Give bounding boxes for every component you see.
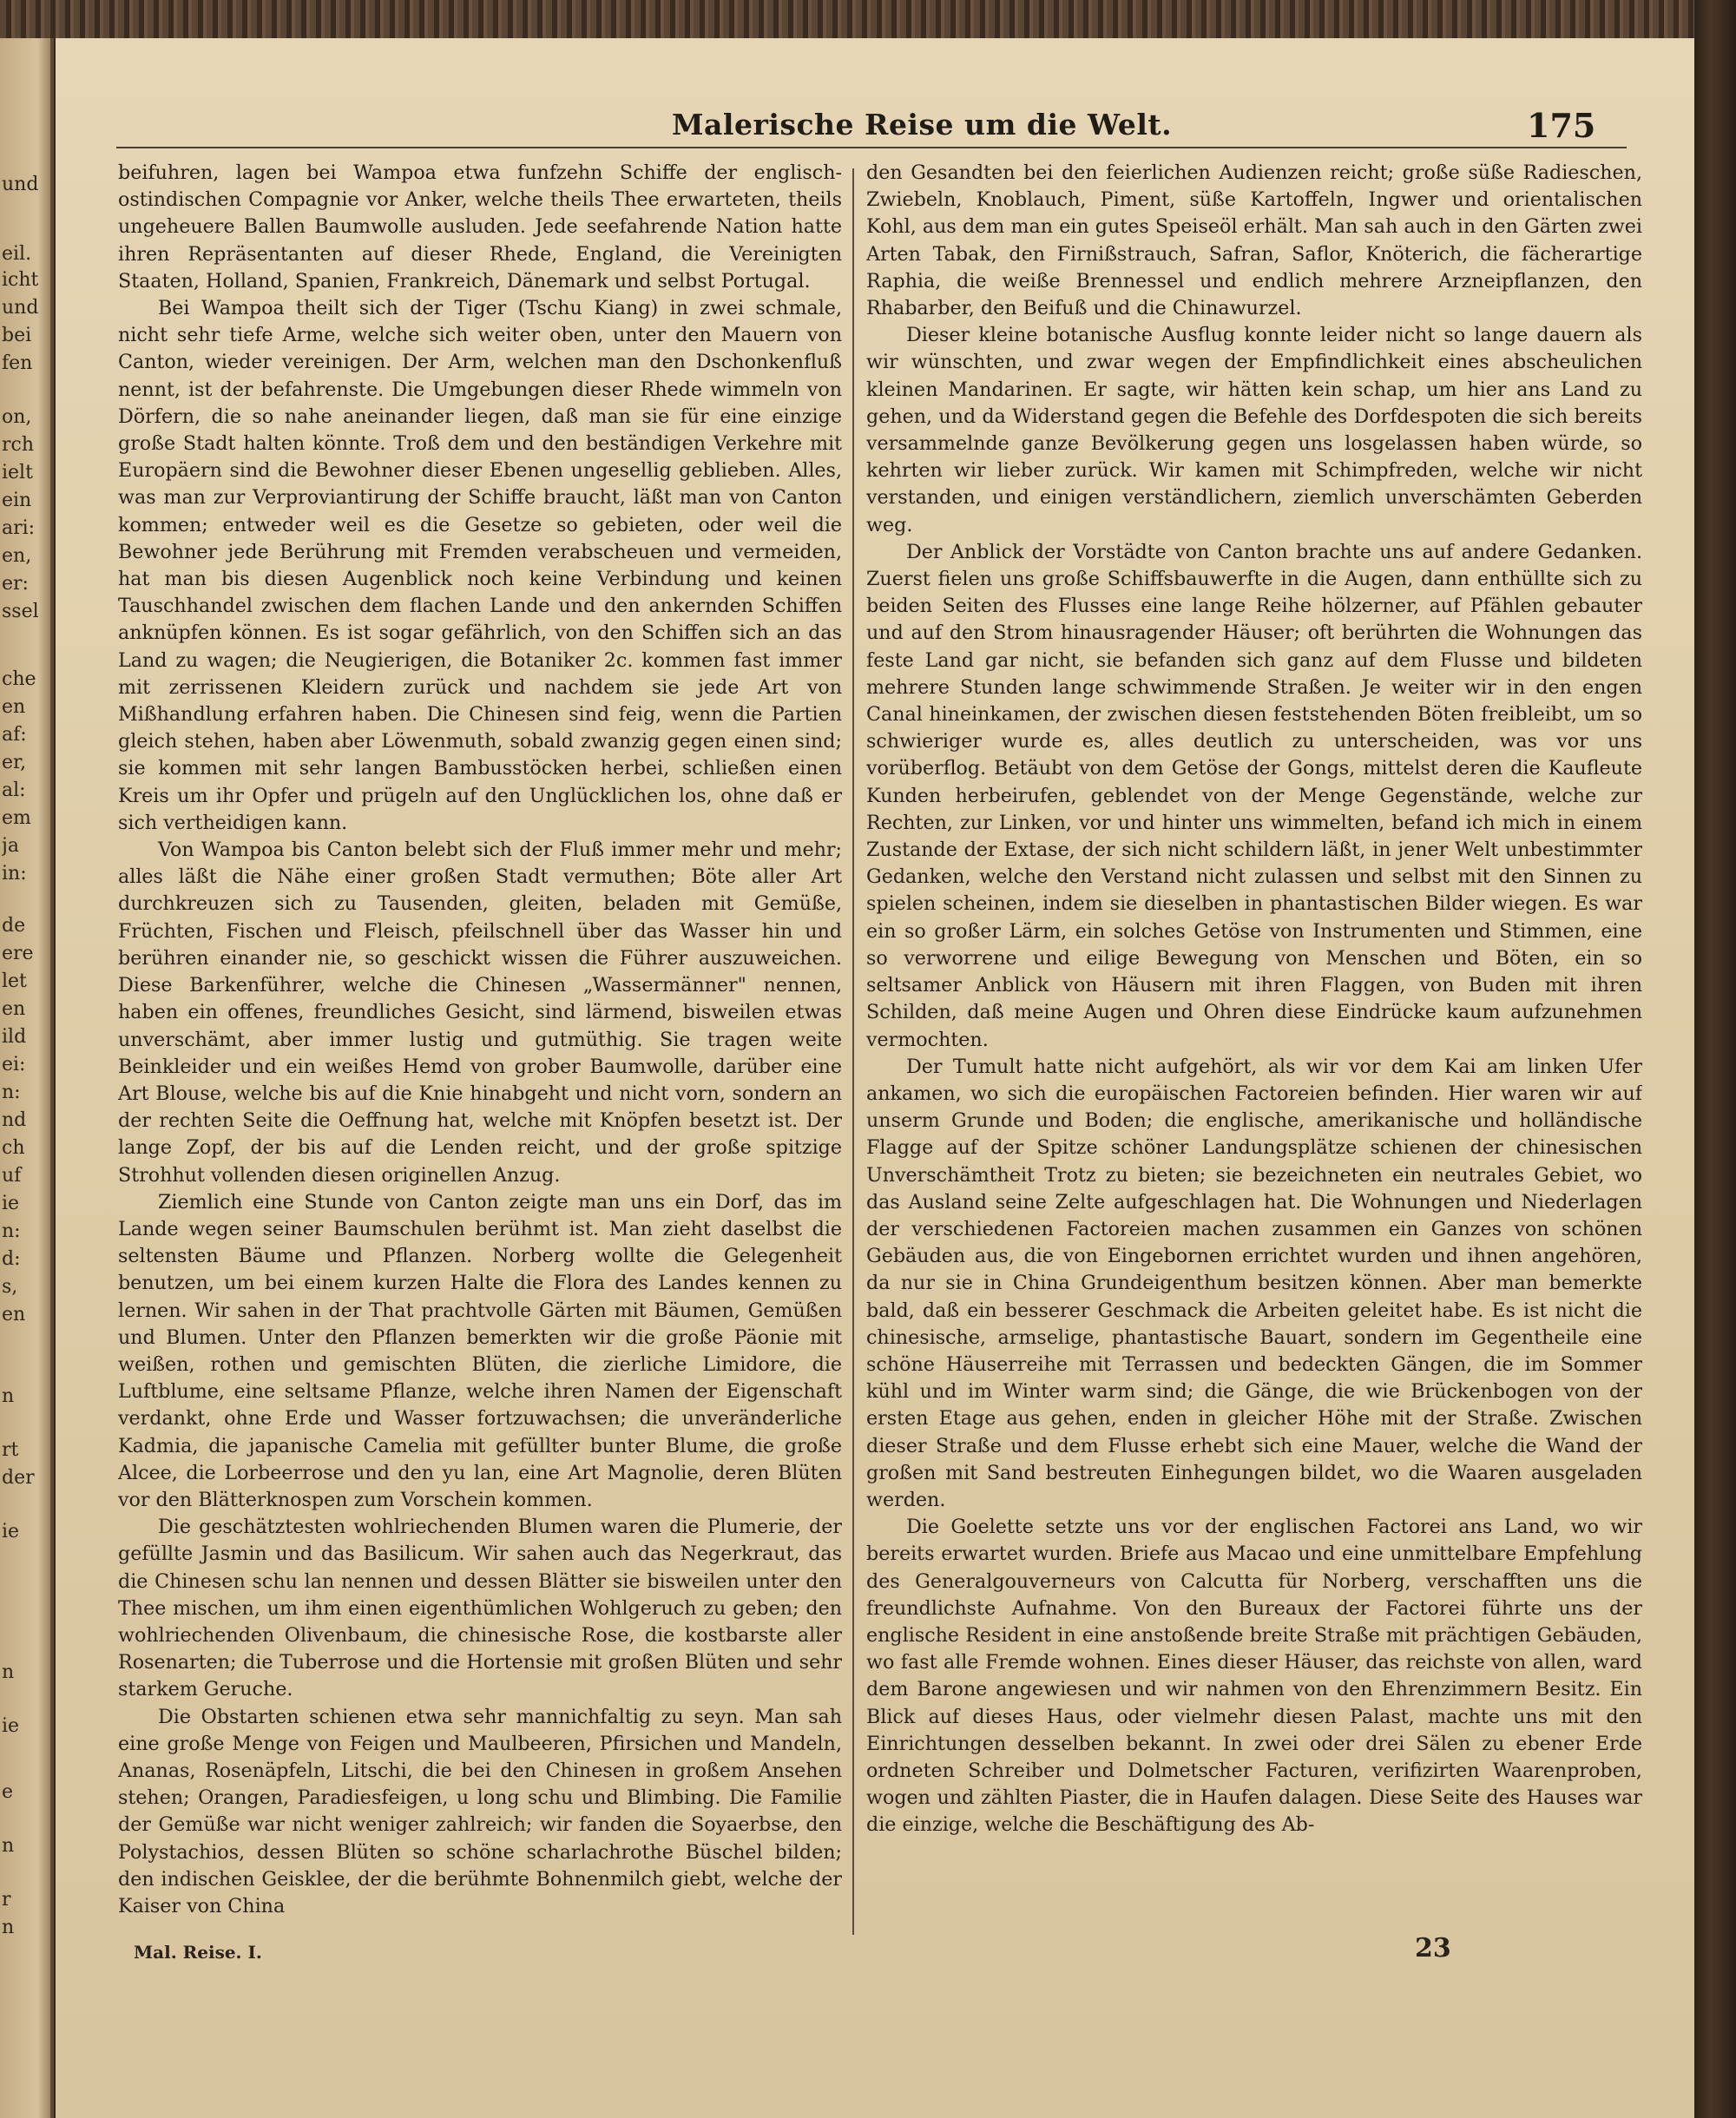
margin-fragment: ie [2,1193,20,1214]
margin-fragment: r [2,1889,11,1911]
margin-fragment: s, [2,1276,18,1298]
paragraph: Dieser kleine botanische Ausflug konnte leider nicht so lange dauern als wir wünschten, und zwar wegen der Empfindlichkeit eines abscheulichen kleinen Mandarinen. Er sagte, wir hätten kein schap, um hier ans Land zu gehen, und da Widerstand gegen die Befehle des Dorfdespoten die sich bereits versammelnde ganze Bevölkerung gegen uns losgelassen haben würde, so kehrten wir lieber zurück. Wir kamen mit Schimpfreden, welche wir nicht verstanden, und einigen verständlichern, ziemlich unverschämten Geberden weg. [866,324,1642,536]
margin-fragment: let [2,970,27,992]
margin-fragment: nd [2,1109,27,1131]
margin-fragment: n [2,1661,15,1683]
margin-fragment: al: [2,779,26,801]
margin-fragment: ere [2,943,34,964]
book-board-top [0,0,1736,38]
margin-fragment: ie [2,1715,20,1737]
paragraph: Der Anblick der Vorstädte von Canton brachte uns auf andere Gedanken. Zuerst fielen uns große Schiffsbauwerfte in die Augen, dann enthüllte sich zu beiden Seiten des Flusses eine lange Reihe hölzerner, auf Pfählen gebauter und auf den Strom hinausragender Häuser; oft berührten die Wohnungen das feste Land gar nicht, sie befanden sich ganz auf dem Flusse und bildeten mehrere Stunden lange schwimmende Straßen. Je weiter wir in den engen Canal hineinkamen, der zwischen diesen feststehenden Böten freibleibt, um so schwieriger wurde es, alles deutlich zu unterscheiden, was vor uns vorüberflog. Betäubt von dem Getöse der Gongs, mittelst deren die Kaufleute Kunden herbeirufen, geblendet von der Menge Gegenstände, welche zur Rechten, zur Linken, vor und hinter uns wimmelten, befand ich mich in einem Zustande der Extase, der sich nicht schildern läßt, in jener Welt unbestimmter Gedanken, welche den Verstand nicht zulassen und selbst mit den Sinnen zu spielen scheinen, indem sie dieselben in phantastischen Bilder wiegen. Es war ein so großer Lärm, ein solches Getöse von Instrumenten und Stimmen, eine so verworrene und eilige Bewegung von Menschen und Böten, ein so seltsamer Anblick von Häusern mit ihren Flaggen, von Buden mit ihren Schilden, daß meine Augen und Ohren diese Eindrücke kaum aufzunehmen vermochten. [866,540,1642,1051]
paragraph: Ziemlich eine Stunde von Canton zeigte man uns ein Dorf, das im Lande wegen seiner Baumschulen berühmt ist. Man zieht daselbst die seltensten Bäume und Pflanzen. Norberg wollte die Gelegenheit benutzen, um bei einem kurzen Halte die Flora des Landes kennen zu lernen. Wir sahen in der That prachtvolle Gärten mit Bäumen, Gemüßen und Blumen. Unter den Pflanzen bemerkten wir die große Päonie mit weißen, rothen und gemischten Blüten, die zierliche Limidore, die Luftblume, eine seltsame Pflanze, welche ihren Namen der Eigenschaft verdankt, ohne Erde und Wasser fortzuwachsen; die unveränderliche Kadmia, die japanische Camelia mit gefüllter bunter Blume, die große Alcee, die Lorbeerrose und den yu lan, eine Art Magnolie, deren Blüten vor den Blätterknospen zum Vorschein kommen. [118,1190,842,1511]
text-column-left [118,160,842,1935]
margin-fragment: rch [2,434,35,456]
margin-fragment: ari: [2,517,36,539]
margin-fragment: e [2,1781,14,1803]
paragraph: Die Goelette setzte uns vor der englischen Factorei ans Land, wo wir bereits erwartet wurden. Briefe aus Macao und eine unmittelbare Empfehlung des Generalgouverneurs von Calcutta für Norberg, verschafften uns die freundlichste Aufnahme. Von den Bureaux der Factorei führte uns der englische Resident in eine anstoßende breite Straße mit prächtigen Gebäuden, wo fast alle Fremde wohnen. Eines dieser Häuser, das reichste von allen, ward dem Barone angewiesen und wir nahmen von den Ehrenzimmern Besitz. Ein Blick auf dieses Haus, oder vielmehr diesen Palast, machte uns mit den Einrichtungen desselben bekannt. In zwei oder drei Sälen zu ebener Erde ordneten Schreiber und Dolmetscher Facturen, verifizirten Waarenproben, wogen und zählten Piaster, die in Haufen dalagen. Diese Seite des Hauses war die einzige, welche die Beschäftigung des Ab- [866,1516,1642,1837]
column-divider [852,168,854,1935]
margin-fragment: der [2,1467,35,1489]
paragraph: Der Tumult hatte nicht aufgehört, als wir vor dem Kai am linken Ufer ankamen, wo sich die europäischen Factoreien befinden. Hier waren wir auf unserm Grunde und Boden; die englische, amerikanische und holländische Flagge auf der Spitze schöner Landungsplätze schienen der chinesischen Unverschämtheit Trotz zu bieten; sie bezeichneten ein neutrales Gebiet, wo das Ausland seine Zelte aufgeschlagen hat. Die Wohnungen und Niederlagen der verschiedenen Factoreien machen zusammen ein Ganzes von schönen Gebäuden aus, die von Eingebornen errichtet wurden und ihnen angehören, da nur sie in China Grundeigenthum besitzen können. Aber man bemerkte bald, daß ein besserer Geschmack die Arbeiten geleitet habe. Es ist nicht die chinesische, armselige, phantastische Bauart, sondern im Gegentheile eine schöne Häuserreihe mit Terrassen und bedeckten Gängen, die im Sommer kühl und im Winter warm sind; die Gänge, die wie Brückenbogen von der ersten Etage aus gehen, enden in gleicher Höhe mit der Straße. Zwischen dieser Straße und dem Flusse erhebt sich eine Mauer, welche die Wand der großen mit Sand bestreuten Einhegungen bildet, wo die Waaren ausgeladen werden. [866,1055,1642,1511]
margin-fragment: n: [2,1220,21,1242]
margin-fragment: en [2,998,26,1020]
margin-fragment: de [2,915,26,937]
paragraph: den Gesandten bei den feierlichen Audienzen reicht; große süße Radieschen, Zwiebeln, Knoblauch, Piment, süße Kartoffeln, Ingwer und orientalischen Kohl, aus dem man ein gutes Speiseöl erhält. Man sah auch in den Gärten zwei Arten Tabak, den Firnißstrauch, Safran, Saflor, Knöterich, die fächerartige Raphia, die weiße Brennessel und endlich mehrere Arzneipflanzen, den Rhabarber, den Beifuß und die Chinawurzel. [866,161,1642,320]
paragraph: Die Obstarten schienen etwa sehr mannichfaltig zu seyn. Man sah eine große Menge von Feigen und Maulbeeren, Pfirsichen und Mandeln, Ananas, Rosenäpfeln, Litschi, die bei den Chinesen in großem Ansehen stehen; Orangen, Paradiesfeigen, u long schu und Blimbing. Die Familie der Gemüße war nicht weniger zahlreich; wir fanden die Soyaerbse, den Polystachios, dessen Blüten so schöne scharlachrothe Büschel bilden; den indischen Geisklee, der die berühmte Bohnenmilch giebt, welche der Kaiser von China [118,1705,842,1917]
margin-fragment: fen [2,352,33,374]
margin-fragment: n [2,1835,15,1857]
margin-fragment: af: [2,724,27,746]
margin-fragment: en [2,1304,26,1325]
margin-fragment: n: [2,1082,21,1103]
margin-fragment: bei [2,325,32,346]
margin-fragment: ei: [2,1054,26,1075]
margin-fragment: n [2,1385,15,1407]
book-page [56,38,1694,2118]
margin-fragment: en [2,696,26,718]
margin-fragment: eil. [2,243,32,265]
margin-fragment: icht [2,269,39,291]
facing-page-edge [0,38,54,2118]
margin-fragment: er: [2,573,29,595]
margin-fragment: und [2,297,39,319]
margin-fragment: n [2,1917,15,1938]
running-title: Malerische Reise um die Welt. [672,108,1173,141]
margin-fragment: en, [2,545,32,567]
margin-fragment: ild [2,1026,27,1048]
margin-fragment: er, [2,752,27,773]
margin-fragment: ielt [2,462,33,483]
margin-fragment: und [2,174,39,195]
margin-fragment: ie [2,1521,20,1542]
paragraph: Von Wampoa bis Canton belebt sich der Fluß immer mehr und mehr; alles läßt die Nähe einer großen Stadt vermuthen; Böte aller Art durchkreuzen sich zu Tausenden, gleiten, beladen mit Gemüße, Früchten, Fischen und Fleisch, pfeilschnell über das Wasser hin und berühren einander nie, so geschickt wissen die Führer auszuweichen. Diese Barkenführer, welche die Chinesen „Wassermänner" nennen, haben ein offenes, freundliches Gesicht, sind lärmend, bisweilen etwas unverschämt, aber immer lustig und gutmüthig. Sie tragen weite Beinkleider und ein weißes Hemd von grober Baumwolle, darüber eine Art Blouse, welche bis auf die Knie hinabgeht und nicht vorn, sondern an der rechten Seite die Oeffnung hat, welche mit Knöpfen besetzt ist. Der lange Zopf, der bis auf die Lenden reicht, und der große spitzige Strohhut vollenden diesen originellen Anzug. [118,839,842,1187]
sheet-number: 23 [1415,1933,1451,1963]
margin-fragment: che [2,668,36,690]
margin-fragment: uf [2,1165,22,1187]
margin-fragment: ein [2,490,32,511]
paragraph: beifuhren, lagen bei Wampoa etwa funfzehn Schiffe der englisch-ostindischen Compagnie vor Anker, welche theils Thee erwarteten, theils ungeheuere Ballen Baumwolle ausluden. Jede seefahrende Nation hatte ihren Repräsentanten auf dieser Rhede, England, die Vereinigten Staaten, Holland, Spanien, Frankreich, Dänemark und selbst Portugal. [118,161,842,293]
printer-signature: Mal. Reise. I. [134,1942,262,1963]
paragraph: Bei Wampoa theilt sich der Tiger (Tschu Kiang) in zwei schmale, nicht sehr tiefe Arme, welche sich weiter oben, unter den Mauern von Canton, wieder vereinigen. Der Arm, welchen man den Dschonkenfluß nennt, ist der befahrenste. Die Umgebungen dieser Rhede wimmeln von Dörfern, die so nahe aneinander liegen, daß man sie für eine einzige große Stadt halten könnte. Troß dem und den beständigen Verkehre mit Europäern sind die Bewohner dieser Ebenen ungesellig geblieben. Alles, was man zur Verproviantirung der Schiffe braucht, läßt man von Canton kommen; entweder weil es die Gesetze so gebieten, oder weil die Bewohner jede Berührung mit Fremden verabscheuen und vermeiden, hat man bis diesen Augenblick noch keine Verbindung und keinen Tauschhandel zwischen dem flachen Lande und den ankernden Schiffen anknüpfen können. Es ist sogar gefährlich, von den Schiffen sich an das Land zu wagen; die Neugierigen, die Botaniker 2c. kommen fast immer mit zerrissenen Kleidern zurück und nachdem sie jede Art von Mißhandlung erfahren haben. Die Chinesen sind feig, wenn die Partien gleich stehen, haben aber Löwenmuth, sobald zwanzig gegen einen sind; sie kommen mit sehr langen Bambusstöcken herbei, schließen einen Kreis um ihr Opfer und prügeln auf den Unglücklichen los, ohne daß er sich vertheidigen kann. [118,297,842,834]
margin-fragment: rt [2,1439,19,1461]
margin-fragment: on, [2,406,32,428]
margin-fragment: in: [2,863,27,885]
paragraph: Die geschätztesten wohlriechenden Blumen waren die Plumerie, der gefüllte Jasmin und das Basilicum. Wir sahen auch das Negerkraut, das die Chinesen schu lan nennen und dessen Blätter sie bisweilen unter den Thee mischen, um ihm einen eigenthümlichen Wohlgeruch zu geben; den wohlriechenden Olivenbaum, die chinesische Rose, die kostbarste aller Rosenarten; die Tuberrose und die Hortensie mit großen Blüten und sehr starkem Geruche. [118,1516,842,1701]
margin-fragment: d: [2,1248,21,1270]
page-number: 175 [1527,106,1596,145]
margin-fragment: em [2,807,31,829]
header-rule [116,147,1627,148]
margin-fragment: ja [2,835,19,857]
margin-fragment: ch [2,1137,25,1159]
book-board-right [1694,0,1736,2118]
margin-fragment: ssel [2,601,39,622]
text-column-right [866,160,1642,1935]
